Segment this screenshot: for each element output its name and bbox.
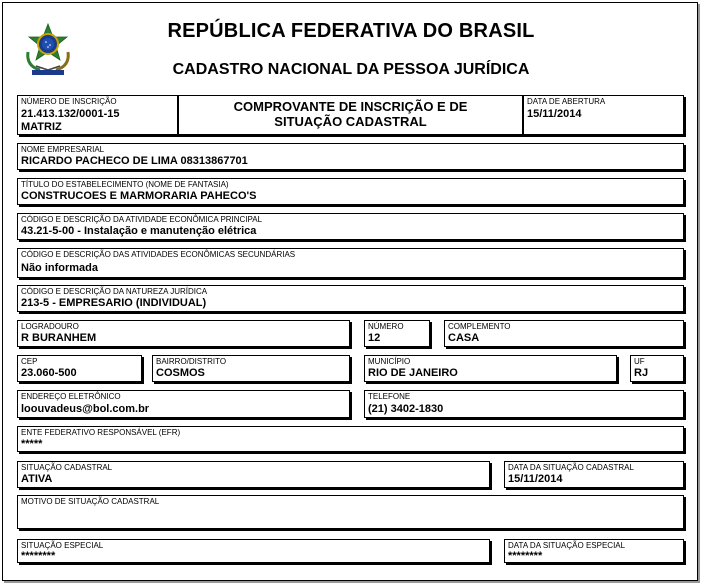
efr-box <box>17 426 684 452</box>
situacao-label: SITUAÇÃO CADASTRAL <box>21 463 113 472</box>
natureza-juridica-box <box>17 285 684 312</box>
atividades-secundarias-box <box>17 248 684 278</box>
logradouro-value: R BURANHEM <box>21 332 97 344</box>
uf-box <box>630 355 684 382</box>
inscricao-number: 21.413.132/0001-15 <box>21 108 120 120</box>
municipio-label: MUNICÍPIO <box>368 357 411 366</box>
nome-empresarial-label: NOME EMPRESARIAL <box>21 145 105 154</box>
email-value: loouvadeus@bol.com.br <box>21 403 150 415</box>
comprovante-title-line1: COMPROVANTE DE INSCRIÇÃO E DE <box>233 99 468 114</box>
bairro-label: BAIRRO/DISTRITO <box>156 357 227 366</box>
cep-label: CEP <box>21 357 38 366</box>
data-situacao-value: 15/11/2014 <box>508 473 563 485</box>
bairro-box <box>152 355 350 382</box>
page-subtitle: CADASTRO NACIONAL DA PESSOA JURÍDICA <box>172 61 530 78</box>
nome-empresarial-box <box>17 143 684 170</box>
comprovante-box <box>178 95 523 135</box>
data-situacao-label: DATA DA SITUAÇÃO CADASTRAL <box>508 463 634 472</box>
complemento-label: COMPLEMENTO <box>448 322 511 331</box>
efr-label: ENTE FEDERATIVO RESPONSÁVEL (EFR) <box>21 428 181 437</box>
numero-value: 12 <box>368 332 381 344</box>
fantasia-box <box>17 178 684 205</box>
abertura-box <box>523 95 684 135</box>
uf-label: UF <box>634 357 645 366</box>
email-box <box>17 390 350 418</box>
inscricao-label: NÚMERO DE INSCRIÇÃO <box>21 97 117 106</box>
numero-box <box>364 320 430 347</box>
atividade-principal-label: CÓDIGO E DESCRIÇÃO DA ATIVIDADE ECONÔMICA PRINCIPAL <box>21 215 263 224</box>
situacao-value: ATIVA <box>21 473 53 485</box>
telefone-value: (21) 3402-1830 <box>368 403 444 415</box>
page-title: REPÚBLICA FEDERATIVA DO BRASIL <box>167 20 535 42</box>
complemento-box <box>444 320 684 347</box>
fantasia-value: CONSTRUCOES E MARMORARIA PAHECO'S <box>21 190 257 202</box>
atividade-principal-box <box>17 213 684 240</box>
telefone-label: TELEFONE <box>368 392 411 401</box>
inscricao-box <box>17 95 178 135</box>
logradouro-box <box>17 320 350 347</box>
situacao-especial-value: ******** <box>21 550 56 562</box>
situacao-especial-label: SITUAÇÃO ESPECIAL <box>21 541 104 550</box>
motivo-box <box>17 495 684 529</box>
efr-value: ***** <box>21 438 43 450</box>
complemento-value: CASA <box>448 332 480 344</box>
natureza-juridica-label: CÓDIGO E DESCRIÇÃO DA NATUREZA JURÍDICA <box>21 287 208 296</box>
comprovante-title-line2: SITUAÇÃO CADASTRAL <box>274 114 427 129</box>
atividades-secundarias-label: CÓDIGO E DESCRIÇÃO DAS ATIVIDADES ECONÔMICAS SECUNDÁRIAS <box>21 250 296 259</box>
situacao-especial-box <box>17 539 490 563</box>
motivo-label: MOTIVO DE SITUAÇÃO CADASTRAL <box>21 497 160 506</box>
inscricao-type: MATRIZ <box>21 121 62 133</box>
data-situacao-especial-value: ******** <box>508 550 543 562</box>
cep-value: 23.060-500 <box>21 367 77 379</box>
data-situacao-box <box>504 461 684 488</box>
abertura-label: DATA DE ABERTURA <box>527 97 606 106</box>
atividades-secundarias-value: Não informada <box>21 262 99 274</box>
bairro-value: COSMOS <box>156 367 205 379</box>
telefone-box <box>364 390 684 418</box>
municipio-value: RIO DE JANEIRO <box>368 367 458 379</box>
uf-value: RJ <box>634 367 649 379</box>
email-label: ENDEREÇO ELETRÔNICO <box>21 392 121 401</box>
fantasia-label: TÍTULO DO ESTABELECIMENTO (NOME DE FANTASIA) <box>21 180 229 189</box>
natureza-juridica-value: 213-5 - EMPRESARIO (INDIVIDUAL) <box>21 297 207 309</box>
atividade-principal-value: 43.21-5-00 - Instalação e manutenção elétrica <box>21 225 257 237</box>
nome-empresarial-value: RICARDO PACHECO DE LIMA 08313867701 <box>21 155 248 167</box>
municipio-box <box>364 355 617 382</box>
cep-box <box>17 355 142 382</box>
numero-label: NÚMERO <box>368 322 404 331</box>
data-situacao-especial-box <box>504 539 684 563</box>
logradouro-label: LOGRADOURO <box>21 322 79 331</box>
situacao-box <box>17 461 490 488</box>
abertura-value: 15/11/2014 <box>527 108 582 120</box>
data-situacao-especial-label: DATA DA SITUAÇÃO ESPECIAL <box>508 541 626 550</box>
